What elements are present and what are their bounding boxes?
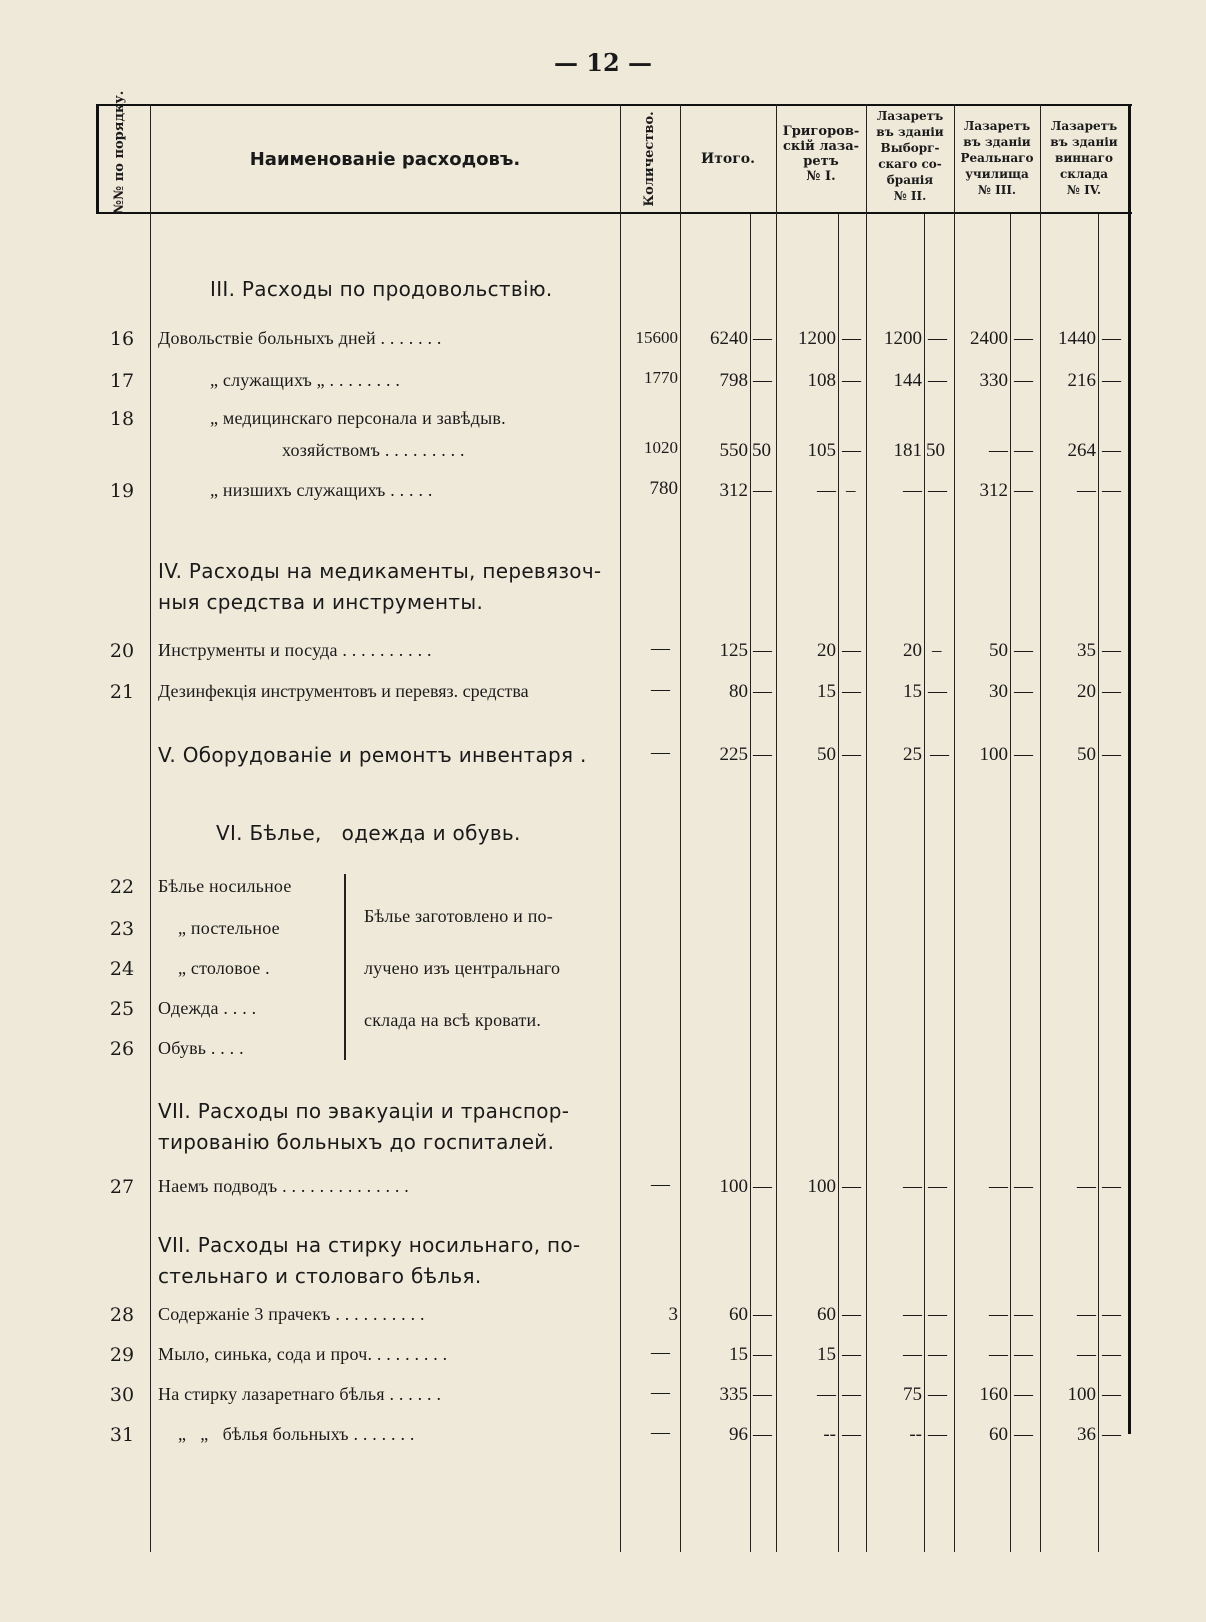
col-sep-c1 (866, 104, 867, 1552)
col-sep-c2 (954, 104, 955, 1552)
row-lazaret-4-kop: — (1102, 1304, 1121, 1325)
row-total: 6240 (710, 328, 748, 349)
header-lazaret-2-line: въ зданіи (876, 125, 944, 139)
row-total: 125 (719, 640, 748, 661)
row-lazaret-4: — (1077, 1344, 1096, 1365)
col-sep-c3-kop (1010, 214, 1011, 1552)
header-lazaret-4-line: № IV. (1066, 183, 1102, 197)
row-lazaret-1: 15 (817, 681, 836, 702)
row-lazaret-4: 216 (1067, 370, 1096, 391)
row-number: 21 (109, 681, 135, 703)
header-lazaret-4 (1040, 118, 1128, 198)
row-lazaret-2-kop: — (928, 328, 947, 349)
row-lazaret-2-kop: — (928, 480, 947, 501)
row-lazaret-2: 181 (893, 440, 922, 461)
header-lazaret-2 (866, 108, 954, 204)
row-qty: 15600 (635, 328, 678, 347)
row-lazaret-1-kop: — (842, 640, 861, 661)
row-lazaret-3: 100 (979, 744, 1008, 765)
row-lazaret-4: 35 (1077, 640, 1096, 661)
col-sep-no (150, 104, 151, 1552)
row-lazaret-1-kop: — (842, 1344, 861, 1365)
row-number: 31 (109, 1424, 135, 1446)
row-lazaret-4: 264 (1067, 440, 1096, 461)
row-number: 17 (109, 370, 135, 392)
row-lazaret-2: — (903, 1304, 922, 1325)
header-lazaret-3-line: Лазаретъ (963, 119, 1031, 133)
col-sep-name (620, 104, 621, 1552)
row-name: Инструменты и посуда . . . . . . . . . . (158, 640, 432, 660)
row-lazaret-1: 100 (807, 1176, 836, 1197)
row-number: 24 (109, 958, 135, 980)
row-total-kop: — (753, 1384, 772, 1405)
col-sep-c3 (1040, 104, 1041, 1552)
row-lazaret-4: — (1077, 480, 1096, 501)
row-total: 96 (729, 1424, 748, 1445)
linen-note-line: склада на всѣ кровати. (364, 1010, 542, 1030)
row-lazaret-4: — (1077, 1304, 1096, 1325)
row-lazaret-3-kop: — (1014, 681, 1033, 702)
row-lazaret-1-kop: — (842, 440, 861, 461)
row-lazaret-3: 2400 (970, 328, 1008, 349)
row-lazaret-3-kop: — (1014, 480, 1033, 501)
row-lazaret-3: 50 (989, 640, 1008, 661)
row-total: 335 (719, 1384, 748, 1405)
row-total-kop: 50 (752, 440, 771, 461)
row-lazaret-3: — (989, 440, 1008, 461)
header-lazaret-1 (776, 124, 866, 184)
row-number: 26 (109, 1038, 135, 1060)
row-lazaret-1-kop: — (842, 370, 861, 391)
row-qty: — (651, 638, 670, 659)
left-border (96, 104, 99, 214)
row-name-continued: хозяйствомъ . . . . . . . . . (282, 440, 465, 460)
brace (344, 874, 346, 1060)
row-lazaret-4-kop: — (1102, 681, 1121, 702)
row-lazaret-3: 312 (979, 480, 1008, 501)
header-lazaret-2-line: бранія (886, 173, 934, 187)
row-name: „ низшихъ служащихъ . . . . . (210, 480, 433, 500)
row-total: 550 (719, 440, 748, 461)
row-name: Наемъ подводъ . . . . . . . . . . . . . . (158, 1176, 409, 1196)
header-lazaret-4-line: склада (1060, 167, 1108, 181)
row-qty: 780 (649, 478, 678, 499)
row-name: На стирку лазаретнаго бѣлья . . . . . . (158, 1384, 442, 1404)
row-number: 19 (109, 480, 135, 502)
row-lazaret-2: -- (909, 1424, 922, 1445)
header-lazaret-4-line: виннаго (1055, 151, 1113, 165)
row-lazaret-3-kop: — (1014, 370, 1033, 391)
row-lazaret-1: 60 (817, 1304, 836, 1325)
row-lazaret-1: — (817, 480, 836, 501)
row-lazaret-3-kop: — (1014, 1424, 1033, 1445)
row-total-kop: — (753, 370, 772, 391)
row-qty: — (651, 1342, 670, 1363)
header-lazaret-3-line: училища (965, 167, 1029, 181)
row-lazaret-2-kop: — (928, 370, 947, 391)
row-lazaret-3: 30 (989, 681, 1008, 702)
section-heading: V. Оборудованіе и ремонтъ инвентаря . (158, 743, 587, 767)
row-lazaret-2-kop: 50 (926, 440, 945, 461)
header-bottom-border (98, 212, 1132, 214)
section-heading: VII. Расходы по эвакуаціи и транспор- (158, 1099, 570, 1123)
row-lazaret-4: — (1077, 1176, 1096, 1197)
linen-note-line: Бѣлье заготовлено и по- (364, 906, 553, 926)
row-lazaret-3-kop: — (1014, 640, 1033, 661)
header-lazaret-2-line: Лазаретъ (876, 109, 944, 123)
row-lazaret-2: 1200 (884, 328, 922, 349)
row-number: 30 (109, 1384, 135, 1406)
row-total-kop: — (753, 640, 772, 661)
row-lazaret-3: 330 (979, 370, 1008, 391)
row-lazaret-4-kop: — (1102, 744, 1121, 765)
row-lazaret-4: 36 (1077, 1424, 1096, 1445)
row-total: 312 (719, 480, 748, 501)
row-lazaret-2: — (903, 1344, 922, 1365)
row-lazaret-4-kop: — (1102, 440, 1121, 461)
row-lazaret-2-kop: — (928, 681, 947, 702)
row-lazaret-2-kop: — (928, 1344, 947, 1365)
row-name: „ „ бѣлья больныхъ . . . . . . . (178, 1424, 415, 1444)
row-name: Дезинфекція инструментовъ и перевяз. средства (158, 681, 529, 701)
row-lazaret-2-kop: – (932, 640, 942, 661)
row-total: 225 (719, 744, 748, 765)
row-lazaret-3-kop: — (1014, 1344, 1033, 1365)
col-sep-total-kop (750, 214, 751, 1552)
row-lazaret-1-kop: — (842, 1176, 861, 1197)
row-total-kop: — (753, 1176, 772, 1197)
row-total: 100 (719, 1176, 748, 1197)
row-lazaret-2-kop: — (928, 1424, 947, 1445)
row-lazaret-3: 160 (979, 1384, 1008, 1405)
row-lazaret-4-kop: — (1102, 480, 1121, 501)
row-qty: 1770 (644, 368, 678, 387)
row-lazaret-4-kop: — (1102, 328, 1121, 349)
right-border (1128, 104, 1131, 1434)
row-lazaret-4: 100 (1067, 1384, 1096, 1405)
header-lazaret-3-line: № III. (977, 183, 1017, 197)
row-lazaret-2: 15 (903, 681, 922, 702)
row-lazaret-3: 60 (989, 1424, 1008, 1445)
row-lazaret-1: 108 (807, 370, 836, 391)
row-lazaret-1-kop: — (842, 1304, 861, 1325)
row-lazaret-2: 75 (903, 1384, 922, 1405)
row-lazaret-1-kop: — (842, 328, 861, 349)
row-lazaret-2: 20 (903, 640, 922, 661)
row-lazaret-2: 25 (903, 744, 922, 765)
row-name: Мыло, синька, сода и проч. . . . . . . . . (158, 1344, 448, 1364)
row-lazaret-3-kop: — (1014, 1384, 1033, 1405)
page-number: — 12 — (553, 48, 653, 77)
row-lazaret-3-kop: — (1014, 328, 1033, 349)
row-total: 80 (729, 681, 748, 702)
row-qty: — (651, 742, 670, 763)
section-heading: VI. Бѣлье, одежда и обувь. (216, 821, 521, 845)
row-lazaret-4-kop: — (1102, 1344, 1121, 1365)
section-heading-continued: ныя средства и инструменты. (158, 590, 484, 614)
row-number: 20 (109, 640, 135, 662)
col-sep-c2-kop (924, 214, 925, 1552)
row-lazaret-4-kop: — (1102, 1424, 1121, 1445)
section-heading-continued: тированію больныхъ до госпиталей. (158, 1130, 555, 1154)
row-total: 798 (719, 370, 748, 391)
row-lazaret-2-kop: — (928, 1176, 947, 1197)
row-number: 23 (109, 918, 135, 940)
row-total-kop: — (753, 681, 772, 702)
header-lazaret-3-line: Реальнаго (960, 151, 1034, 165)
row-lazaret-4: 20 (1077, 681, 1096, 702)
row-lazaret-3-kop: — (1014, 440, 1033, 461)
col-sep-total (776, 104, 777, 1552)
row-lazaret-1: — (817, 1384, 836, 1405)
row-lazaret-4-kop: — (1102, 370, 1121, 391)
row-lazaret-2: — (903, 480, 922, 501)
row-lazaret-1: 105 (807, 440, 836, 461)
row-qty: — (651, 679, 670, 700)
row-lazaret-1: -- (823, 1424, 836, 1445)
row-total-kop: — (753, 480, 772, 501)
row-lazaret-1-kop: — (842, 744, 861, 765)
header-qty: Количество. (642, 111, 657, 207)
linen-item: Одежда . . . . (158, 998, 257, 1018)
row-number: 18 (109, 408, 135, 430)
row-number: 27 (109, 1176, 135, 1198)
row-number: 25 (109, 998, 135, 1020)
row-number: 16 (109, 328, 135, 350)
row-lazaret-4: 1440 (1058, 328, 1096, 349)
row-lazaret-1-kop: – (846, 480, 856, 501)
row-lazaret-1: 50 (817, 744, 836, 765)
row-qty: 1020 (644, 438, 678, 457)
row-total: 60 (729, 1304, 748, 1325)
row-name: Довольствіе больныхъ дней . . . . . . . (158, 328, 442, 348)
section-heading: III. Расходы по продовольствію. (210, 277, 553, 301)
row-total-kop: — (753, 744, 772, 765)
header-total: Итого. (700, 151, 756, 167)
row-total-kop: — (753, 1304, 772, 1325)
row-lazaret-4: 50 (1077, 744, 1096, 765)
section-heading-continued: стельнаго и столоваго бѣлья. (158, 1264, 482, 1288)
section-heading: VII. Расходы на стирку носильнаго, по- (158, 1233, 581, 1257)
row-lazaret-3: — (989, 1176, 1008, 1197)
row-name: Содержаніе 3 прачекъ . . . . . . . . . . (158, 1304, 425, 1324)
linen-item: „ постельное (178, 918, 280, 938)
header-lazaret-3 (954, 118, 1040, 198)
header-lazaret-2-line: Выборг- (880, 141, 940, 155)
row-name: „ медицинскаго персонала и завѣдыв. (210, 408, 506, 428)
row-number: 28 (109, 1304, 135, 1326)
row-total-kop: — (753, 1344, 772, 1365)
row-lazaret-1: 1200 (798, 328, 836, 349)
row-lazaret-1-kop: — (842, 1424, 861, 1445)
header-lazaret-1-line: скій лаза- (782, 139, 860, 154)
row-name: „ служащихъ „ . . . . . . . . (210, 370, 401, 390)
header-lazaret-1-line: Григоров- (782, 124, 860, 139)
header-lazaret-2-line: скаго со- (878, 157, 942, 171)
row-number: 22 (109, 876, 135, 898)
row-lazaret-1: 15 (817, 1344, 836, 1365)
row-lazaret-1-kop: — (842, 1384, 861, 1405)
row-total-kop: — (753, 328, 772, 349)
row-total-kop: — (753, 1424, 772, 1445)
row-lazaret-2-kop: — (928, 1384, 947, 1405)
linen-note-line: лучено изъ центральнаго (364, 958, 561, 978)
row-lazaret-2: — (903, 1176, 922, 1197)
row-lazaret-2: 144 (893, 370, 922, 391)
col-sep-c4-kop (1098, 214, 1099, 1552)
header-lazaret-1-line: № I. (806, 169, 836, 184)
linen-item: „ столовое . (178, 958, 270, 978)
linen-item: Бѣлье носильное (158, 876, 292, 896)
col-sep-c1-kop (838, 214, 839, 1552)
row-lazaret-3: — (989, 1304, 1008, 1325)
row-number: 29 (109, 1344, 135, 1366)
header-lazaret-3-line: въ зданіи (963, 135, 1031, 149)
top-border (98, 104, 1132, 106)
row-lazaret-4-kop: — (1102, 1384, 1121, 1405)
row-lazaret-2-kop: — (928, 1304, 947, 1325)
header-lazaret-1-line: ретъ (803, 154, 839, 169)
linen-item: Обувь . . . . (158, 1038, 244, 1058)
row-qty: — (651, 1382, 670, 1403)
col-sep-qty (680, 104, 681, 1552)
row-lazaret-1: 20 (817, 640, 836, 661)
row-lazaret-4-kop: — (1102, 1176, 1121, 1197)
row-lazaret-3-kop: — (1014, 1176, 1033, 1197)
row-qty: 3 (668, 1304, 678, 1325)
row-lazaret-4-kop: — (1102, 640, 1121, 661)
row-qty: — (651, 1422, 670, 1443)
row-lazaret-3-kop: — (1014, 744, 1033, 765)
header-lazaret-4-line: въ зданіи (1050, 135, 1118, 149)
header-lazaret-4-line: Лазаретъ (1050, 119, 1118, 133)
row-lazaret-3-kop: — (1014, 1304, 1033, 1325)
row-lazaret-2-kop: — (930, 744, 949, 765)
row-total: 15 (729, 1344, 748, 1365)
row-lazaret-3: — (989, 1344, 1008, 1365)
header-name: Наименованіе расходовъ. (249, 149, 521, 170)
header-lazaret-2-line: № II. (893, 189, 927, 203)
section-heading: IV. Расходы на медикаменты, перевязоч- (158, 559, 602, 583)
row-lazaret-1-kop: — (842, 681, 861, 702)
header-no: №№ по порядку. (112, 90, 127, 214)
row-qty: — (651, 1174, 670, 1195)
